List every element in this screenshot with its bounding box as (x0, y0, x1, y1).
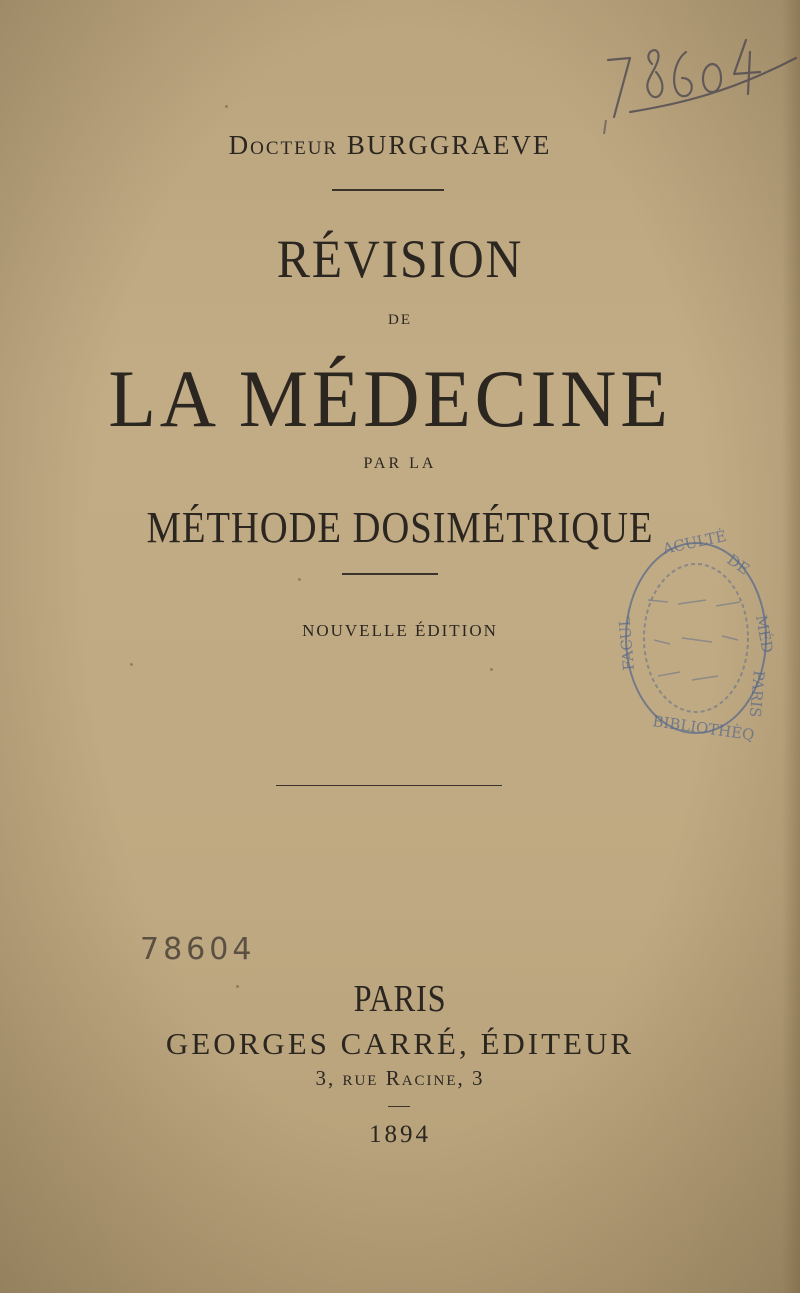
title-line-methode: MÉTHODE DOSIMÉTRIQUE (146, 503, 654, 552)
year-dash (388, 1106, 410, 1107)
publication-city: PARIS (353, 978, 447, 1020)
author-name: Docteur BURGGRAEVE (228, 130, 552, 160)
library-call-number: 78604 (140, 932, 256, 967)
paper-speck (225, 105, 228, 108)
title-divider (342, 573, 438, 575)
address-number: 3, (315, 1066, 336, 1090)
section-divider (276, 785, 502, 786)
title-line-medecine: LA MÉDECINE (108, 353, 672, 444)
paper-speck (236, 985, 239, 988)
publisher-name: GEORGES CARRÉ, ÉDITEUR (165, 1026, 635, 1061)
publication-year: 1894 (369, 1121, 431, 1148)
svg-text:BIBLIOTHÈQ: BIBLIOTHÈQ (651, 712, 756, 745)
svg-text:PARIS: PARIS (745, 669, 768, 719)
paper-speck (298, 578, 301, 581)
handwritten-shelf-mark (600, 22, 800, 142)
svg-text:MÉD: MÉD (752, 613, 777, 655)
svg-text:FACUL: FACUL (615, 615, 638, 672)
title-connector-par-la: PAR LA (363, 455, 437, 472)
svg-text:DE: DE (723, 550, 753, 579)
author-divider (332, 189, 444, 191)
publisher-address (0, 1066, 800, 1091)
svg-text:ACULTÉ: ACULTÉ (661, 526, 729, 558)
address-tail: 3 (472, 1066, 485, 1090)
page-edge-shadow (782, 0, 800, 1293)
title-line-revision: RÉVISION (276, 229, 524, 289)
title-connector-de: DE (388, 312, 412, 328)
edition-label: NOUVELLE ÉDITION (302, 621, 498, 640)
address-street: rue Racine, (342, 1066, 465, 1090)
library-stamp (608, 520, 778, 750)
paper-speck (490, 668, 493, 671)
paper-speck (130, 663, 133, 666)
